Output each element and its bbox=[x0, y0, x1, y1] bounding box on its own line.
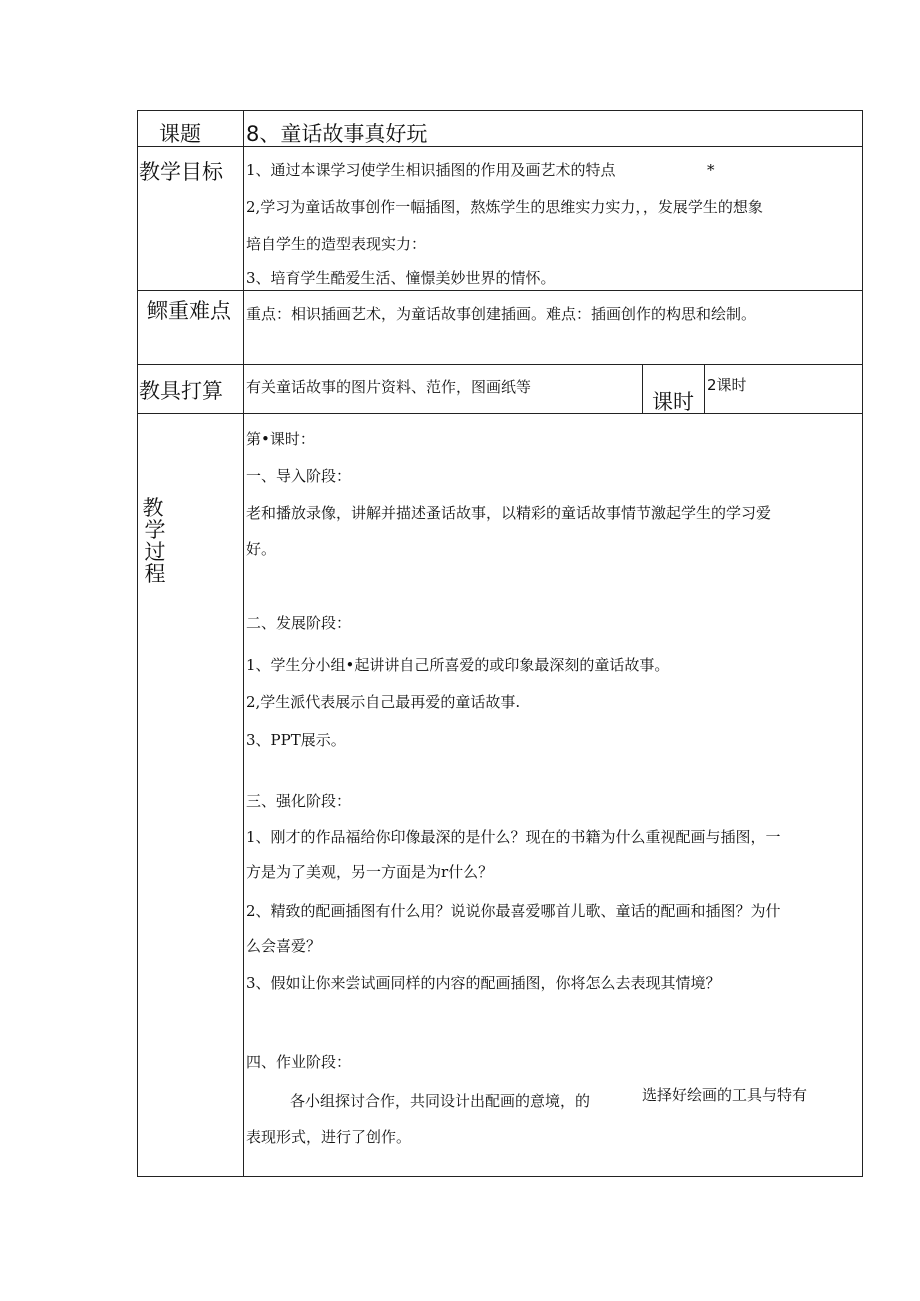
hours-value: 2课时 bbox=[707, 376, 747, 394]
process-line: 四、作业阶段： bbox=[246, 1053, 352, 1071]
process-line: 三、强化阶段： bbox=[246, 792, 352, 810]
process-line: 选择好绘画的工具与特有 bbox=[642, 1086, 808, 1104]
process-line: 二、发展阶段： bbox=[246, 614, 352, 632]
goals-label: 教学目标 bbox=[139, 160, 223, 184]
goals-line-4: 3、培育学生酷爱生活、憧憬美妙世界的情怀。 bbox=[246, 269, 556, 287]
process-label-char-3: 过 bbox=[144, 540, 166, 564]
process-line: 么会喜爱？ bbox=[246, 937, 322, 955]
key-points-label: 鳏重难点 bbox=[147, 299, 231, 323]
process-line: 好。 bbox=[246, 540, 277, 558]
process-line: 各小组探讨合作，共同设计出配画的意境，的 bbox=[290, 1092, 591, 1110]
key-points-text: 重点：相识插画艺术，为童话故事创建插画。难点：插画创作的构思和绘制。 bbox=[246, 305, 757, 323]
process-line: 表现形式，进行了创作。 bbox=[246, 1128, 412, 1146]
process-line: 老和播放录像，讲解并描述蚤话故事，以精彩的童话故事情节激起学生的学习爱 bbox=[246, 504, 772, 522]
title-label: 课题 bbox=[159, 122, 201, 146]
hours-label: 课时 bbox=[652, 390, 694, 414]
goals-line-2: 2,学习为童话故事创作一幅插图，熬炼学生的思维实力实力，，发展学生的想象 bbox=[246, 198, 763, 216]
goals-line-1: 1、通过本课学习使学生相识插图的作用及画艺术的特点 bbox=[246, 161, 616, 179]
process-label-char-4: 程 bbox=[144, 562, 166, 586]
process-line: 1、学生分小组•起讲讲自己所喜爱的或印象最深刻的童话故事。 bbox=[246, 656, 670, 674]
process-line: 一、导入阶段： bbox=[246, 467, 352, 485]
process-line: 3、假如让你来尝试画同样的内容的配画插图，你将怎么去表现其情境？ bbox=[246, 974, 721, 992]
tools-text: 有关童话故事的图片资料、范作，图画纸等 bbox=[246, 378, 532, 396]
process-line: 2,学生派代表展示自己最再爱的童话故事. bbox=[246, 693, 521, 711]
process-line: 方是为了美观，另一方面是为r什么？ bbox=[246, 863, 494, 881]
title-value: 8、童话故事真好玩 bbox=[246, 122, 428, 146]
process-line: 2、精致的配画插图有什么用？说说你最喜爱哪首儿歌、童话的配画和插图？为什 bbox=[246, 902, 781, 920]
process-line: 第•课时： bbox=[246, 430, 315, 448]
tools-label: 教具打算 bbox=[139, 379, 223, 403]
process-line: 1、刚才的作品福给你印像最深的是什么？现在的书籍为什么重视配画与插图，一 bbox=[246, 828, 781, 846]
process-label-char-2: 学 bbox=[144, 518, 166, 542]
process-line: 3、PPT展示。 bbox=[246, 731, 346, 749]
goals-asterisk: * bbox=[707, 161, 715, 179]
goals-line-3: 培自学生的造型表现实力： bbox=[246, 235, 427, 253]
process-label-char-1: 教 bbox=[142, 496, 164, 520]
